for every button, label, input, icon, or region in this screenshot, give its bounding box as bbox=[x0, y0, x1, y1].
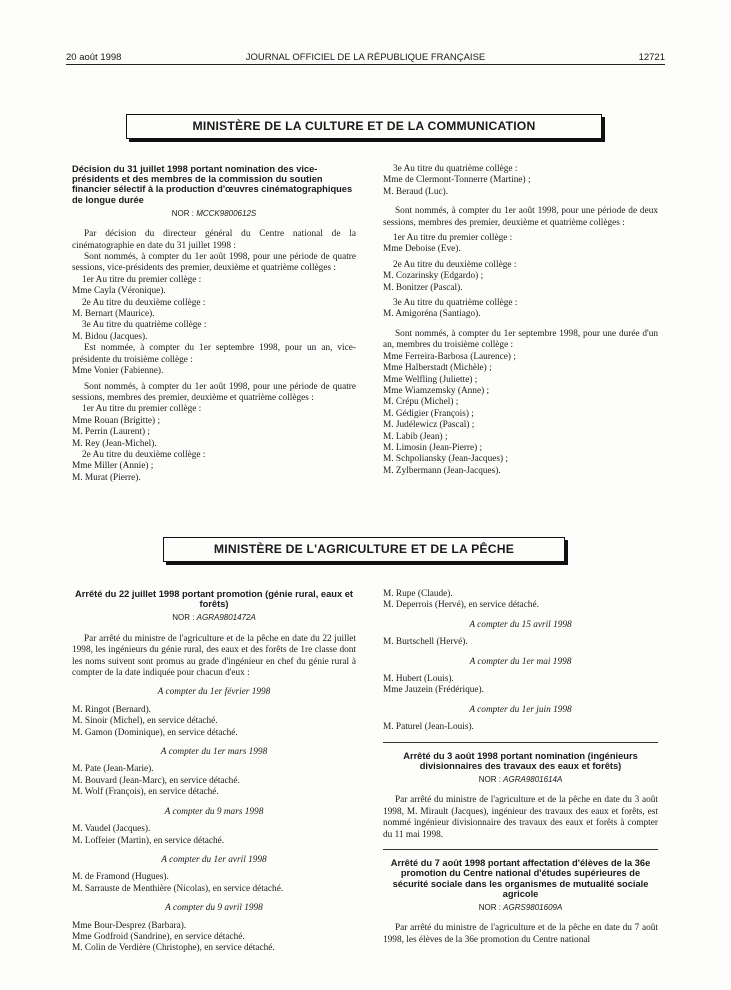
member-name: Mme Cayla (Véronique). bbox=[72, 286, 166, 297]
arrete-3-aout-title: Arrêté du 3 août 1998 portant nomination (ingénieurs divisionnaires des travaux des eaux et forêts) bbox=[403, 750, 638, 771]
college-heading: 2e Au titre du deuxième collège : bbox=[393, 259, 517, 270]
member-name: M. Murat (Pierre). bbox=[72, 472, 141, 483]
member-name: M. Bidou (Jacques). bbox=[72, 331, 148, 342]
culture-right-column bbox=[383, 164, 658, 477]
arrete-22-juillet-intro: Par arrêté du ministre de l'agriculture et de la pêche en date du 22 juillet 1998, les ingénieurs du génie rural, des eaux et des forêts de 1re classe dont les noms suivent sont promus au grade d'ingénieur en chef du génie rural à compter de la date indiquée pour chacun d'eux : bbox=[72, 633, 356, 679]
section-divider bbox=[383, 849, 658, 850]
header-rule bbox=[66, 64, 665, 65]
date-heading: A compter du 1er mai 1998 bbox=[469, 656, 572, 667]
member-name: Mme Bour-Desprez (Barbara). bbox=[72, 920, 187, 931]
arrete-7-aout-text: Par arrêté du ministre de l'agriculture et de la pêche en date du 7 août 1998, les élèves de la 36e promotion du Centre national bbox=[383, 923, 658, 945]
header-date: 20 août 1998 bbox=[66, 52, 122, 63]
culture-intro: Par décision du directeur général du Centre national de la cinématographie en date du 31 juillet 1998 : bbox=[72, 229, 356, 251]
member-name: M. Loffeier (Martin), en service détaché. bbox=[72, 835, 225, 846]
culture-para-2: Est nommée, à compter du 1er septembre 1998, pour un an, vice-présidente du troisième collège : bbox=[72, 343, 356, 365]
member-name: M. Rupe (Claude). bbox=[383, 589, 453, 599]
college-heading: 2e Au titre du deuxième collège : bbox=[82, 449, 206, 460]
member-name: M. Bernart (Maurice). bbox=[72, 309, 155, 320]
member-name: Mme Miller (Annie) ; bbox=[72, 461, 154, 472]
date-heading: A compter du 1er février 1998 bbox=[157, 687, 271, 698]
member-name: M. Judélewicz (Pascal) ; bbox=[383, 420, 475, 431]
arrete-3-aout-text: Par arrêté du ministre de l'agriculture et de la pêche en date du 3 août 1998, M. Mirault (Jacques), ingénieur des travaux des eaux et forêts, est nommé ingénieur divisionnaire des travaux des eaux et forêts à compter du 11 mai 1998. bbox=[383, 795, 658, 840]
ministry-culture-heading: MINISTÈRE DE LA CULTURE ET DE LA COMMUNICATION bbox=[126, 114, 602, 139]
member-name: Mme Vonier (Fabienne). bbox=[72, 366, 164, 377]
member-name: Mme Deboise (Eve). bbox=[383, 244, 461, 255]
date-heading: A compter du 1er mars 1998 bbox=[160, 747, 268, 758]
date-heading: A compter du 9 avril 1998 bbox=[165, 903, 263, 914]
culture-para-5: Sont nommés, à compter du 1er septembre 1998, pour une durée d'un an, membres du troisième collège : bbox=[383, 328, 658, 351]
member-name: Mme Wiamzemsky (Anne) ; bbox=[383, 385, 490, 396]
college-heading: 3e Au titre du quatrième collège : bbox=[393, 298, 518, 309]
agriculture-right-column bbox=[383, 589, 658, 946]
member-name: M. Burtschell (Hervé). bbox=[383, 637, 468, 648]
member-name: Mme Halberstadt (Michèle) ; bbox=[383, 363, 492, 374]
member-name: M. Vaudel (Jacques). bbox=[72, 824, 151, 835]
member-name: Mme de Clermont-Tonnerre (Martine) ; bbox=[383, 175, 531, 186]
member-name: Mme Rouan (Brigitte) ; bbox=[72, 415, 161, 426]
member-name: M. Gamon (Dominique), en service détaché. bbox=[72, 727, 238, 738]
college-heading: 2e Au titre du deuxième collège : bbox=[82, 297, 206, 308]
culture-para-4: Sont nommés, à compter du 1er août 1998, pour une période de deux sessions, membres des premier, deuxième et quatrième collèges : bbox=[383, 206, 658, 228]
member-name: M. Sinoir (Michel), en service détaché. bbox=[72, 716, 218, 727]
member-name: M. Wolf (François), en service détaché. bbox=[72, 787, 219, 798]
member-name: M. Beraud (Luc). bbox=[383, 186, 449, 197]
arrete-3-aout-nor: NOR : AGRA9801614A bbox=[478, 775, 563, 785]
header-journal: JOURNAL OFFICIEL DE LA RÉPUBLIQUE FRANÇAISE bbox=[245, 52, 486, 63]
arrete-7-aout-nor: NOR : AGRS9801609A bbox=[478, 902, 563, 912]
member-name: M. de Framond (Hugues). bbox=[72, 872, 169, 883]
arrete-22-juillet-title: Arrêté du 22 juillet 1998 portant promotion (génie rural, eaux et forêts) bbox=[75, 589, 353, 610]
date-heading: A compter du 1er juin 1998 bbox=[469, 704, 572, 715]
member-name: Mme Jauzein (Frédérique). bbox=[383, 685, 484, 696]
culture-decision-title: Décision du 31 juillet 1998 portant nomination des vice-présidents et des membres de la commission du soutien financier sélectif à la production d'œuvres cinématographiques de longue durée bbox=[72, 164, 353, 205]
member-name: M. Ringot (Bernard). bbox=[72, 704, 152, 715]
date-heading: A compter du 1er avril 1998 bbox=[161, 854, 267, 865]
member-name: M. Pate (Jean-Marie). bbox=[72, 764, 154, 775]
member-name: Mme Welfling (Juliette) ; bbox=[383, 374, 478, 385]
ministry-agriculture-heading: MINISTÈRE DE L'AGRICULTURE ET DE LA PÊCHE bbox=[163, 537, 565, 562]
member-name: M. Hubert (Louis). bbox=[383, 674, 454, 685]
section-divider bbox=[383, 742, 658, 743]
member-name: M. Crépu (Michel) ; bbox=[383, 397, 459, 408]
college-heading: 3e Au titre du quatrième collège : bbox=[393, 164, 518, 174]
college-heading: 1er Au titre du premier collège : bbox=[82, 404, 202, 415]
member-name: M. Labib (Jean) ; bbox=[383, 431, 448, 442]
member-name: M. Rey (Jean-Michel). bbox=[72, 438, 157, 449]
member-name: M. Bonitzer (Pascal). bbox=[383, 282, 463, 293]
header-page-number: 12721 bbox=[638, 52, 665, 63]
third-college-members bbox=[383, 352, 658, 477]
culture-para-1: Sont nommés, à compter du 1er août 1998, pour une période de quatre sessions, vice-présidents des premier, deuxième et quatrième collèges : bbox=[72, 252, 356, 274]
date-heading: A compter du 9 mars 1998 bbox=[164, 806, 264, 817]
agriculture-left-column bbox=[72, 589, 356, 955]
member-name: Mme Ferreira-Barbosa (Laurence) ; bbox=[383, 351, 516, 362]
college-heading: 1er Au titre du premier collège : bbox=[393, 233, 513, 244]
college-heading: 3e Au titre du quatrième collège : bbox=[82, 320, 207, 331]
culture-para-3: Sont nommés, à compter du 1er août 1998, pour une période de quatre sessions, membres des premier, deuxième et quatrième collèges : bbox=[72, 381, 356, 403]
member-name: M. Bouvard (Jean-Marc), en service détaché. bbox=[72, 775, 240, 786]
member-name: M. Colin de Verdière (Christophe), en service détaché. bbox=[72, 943, 275, 954]
arrete-22-juillet-nor: NOR : AGRA9801472A bbox=[172, 613, 256, 623]
member-name: M. Perrin (Laurent) ; bbox=[72, 427, 150, 438]
member-name: M. Amigoréna (Santiago). bbox=[383, 309, 481, 320]
culture-nor: NOR : MCCK9800612S bbox=[171, 208, 257, 218]
member-name: M. Cozarinsky (Edgardo) ; bbox=[383, 271, 484, 282]
member-name: M. Deperrois (Hervé), en service détaché. bbox=[383, 600, 539, 611]
member-name: M. Sarrauste de Menthière (Nicolas), en service détaché. bbox=[72, 883, 284, 894]
college-heading: 1er Au titre du premier collège : bbox=[82, 274, 202, 285]
member-name: M. Zylbermann (Jean-Jacques). bbox=[383, 465, 501, 476]
member-name: M. Limosin (Jean-Pierre) ; bbox=[383, 442, 483, 453]
culture-left-column bbox=[72, 164, 356, 484]
member-name: M. Gédigier (François) ; bbox=[383, 408, 474, 419]
date-heading: A compter du 15 avril 1998 bbox=[469, 619, 572, 630]
member-name: M. Schpoliansky (Jean-Jacques) ; bbox=[383, 454, 508, 465]
member-name: M. Paturel (Jean-Louis). bbox=[383, 722, 474, 733]
arrete-7-aout-title: Arrêté du 7 août 1998 portant affectation d'élèves de la 36e promotion du Centre national d'études supérieures de sécurité sociale dans les organismes de mutualité sociale agricole bbox=[390, 858, 651, 899]
member-name: Mme Godfroid (Sandrine), en service détaché. bbox=[72, 931, 245, 942]
